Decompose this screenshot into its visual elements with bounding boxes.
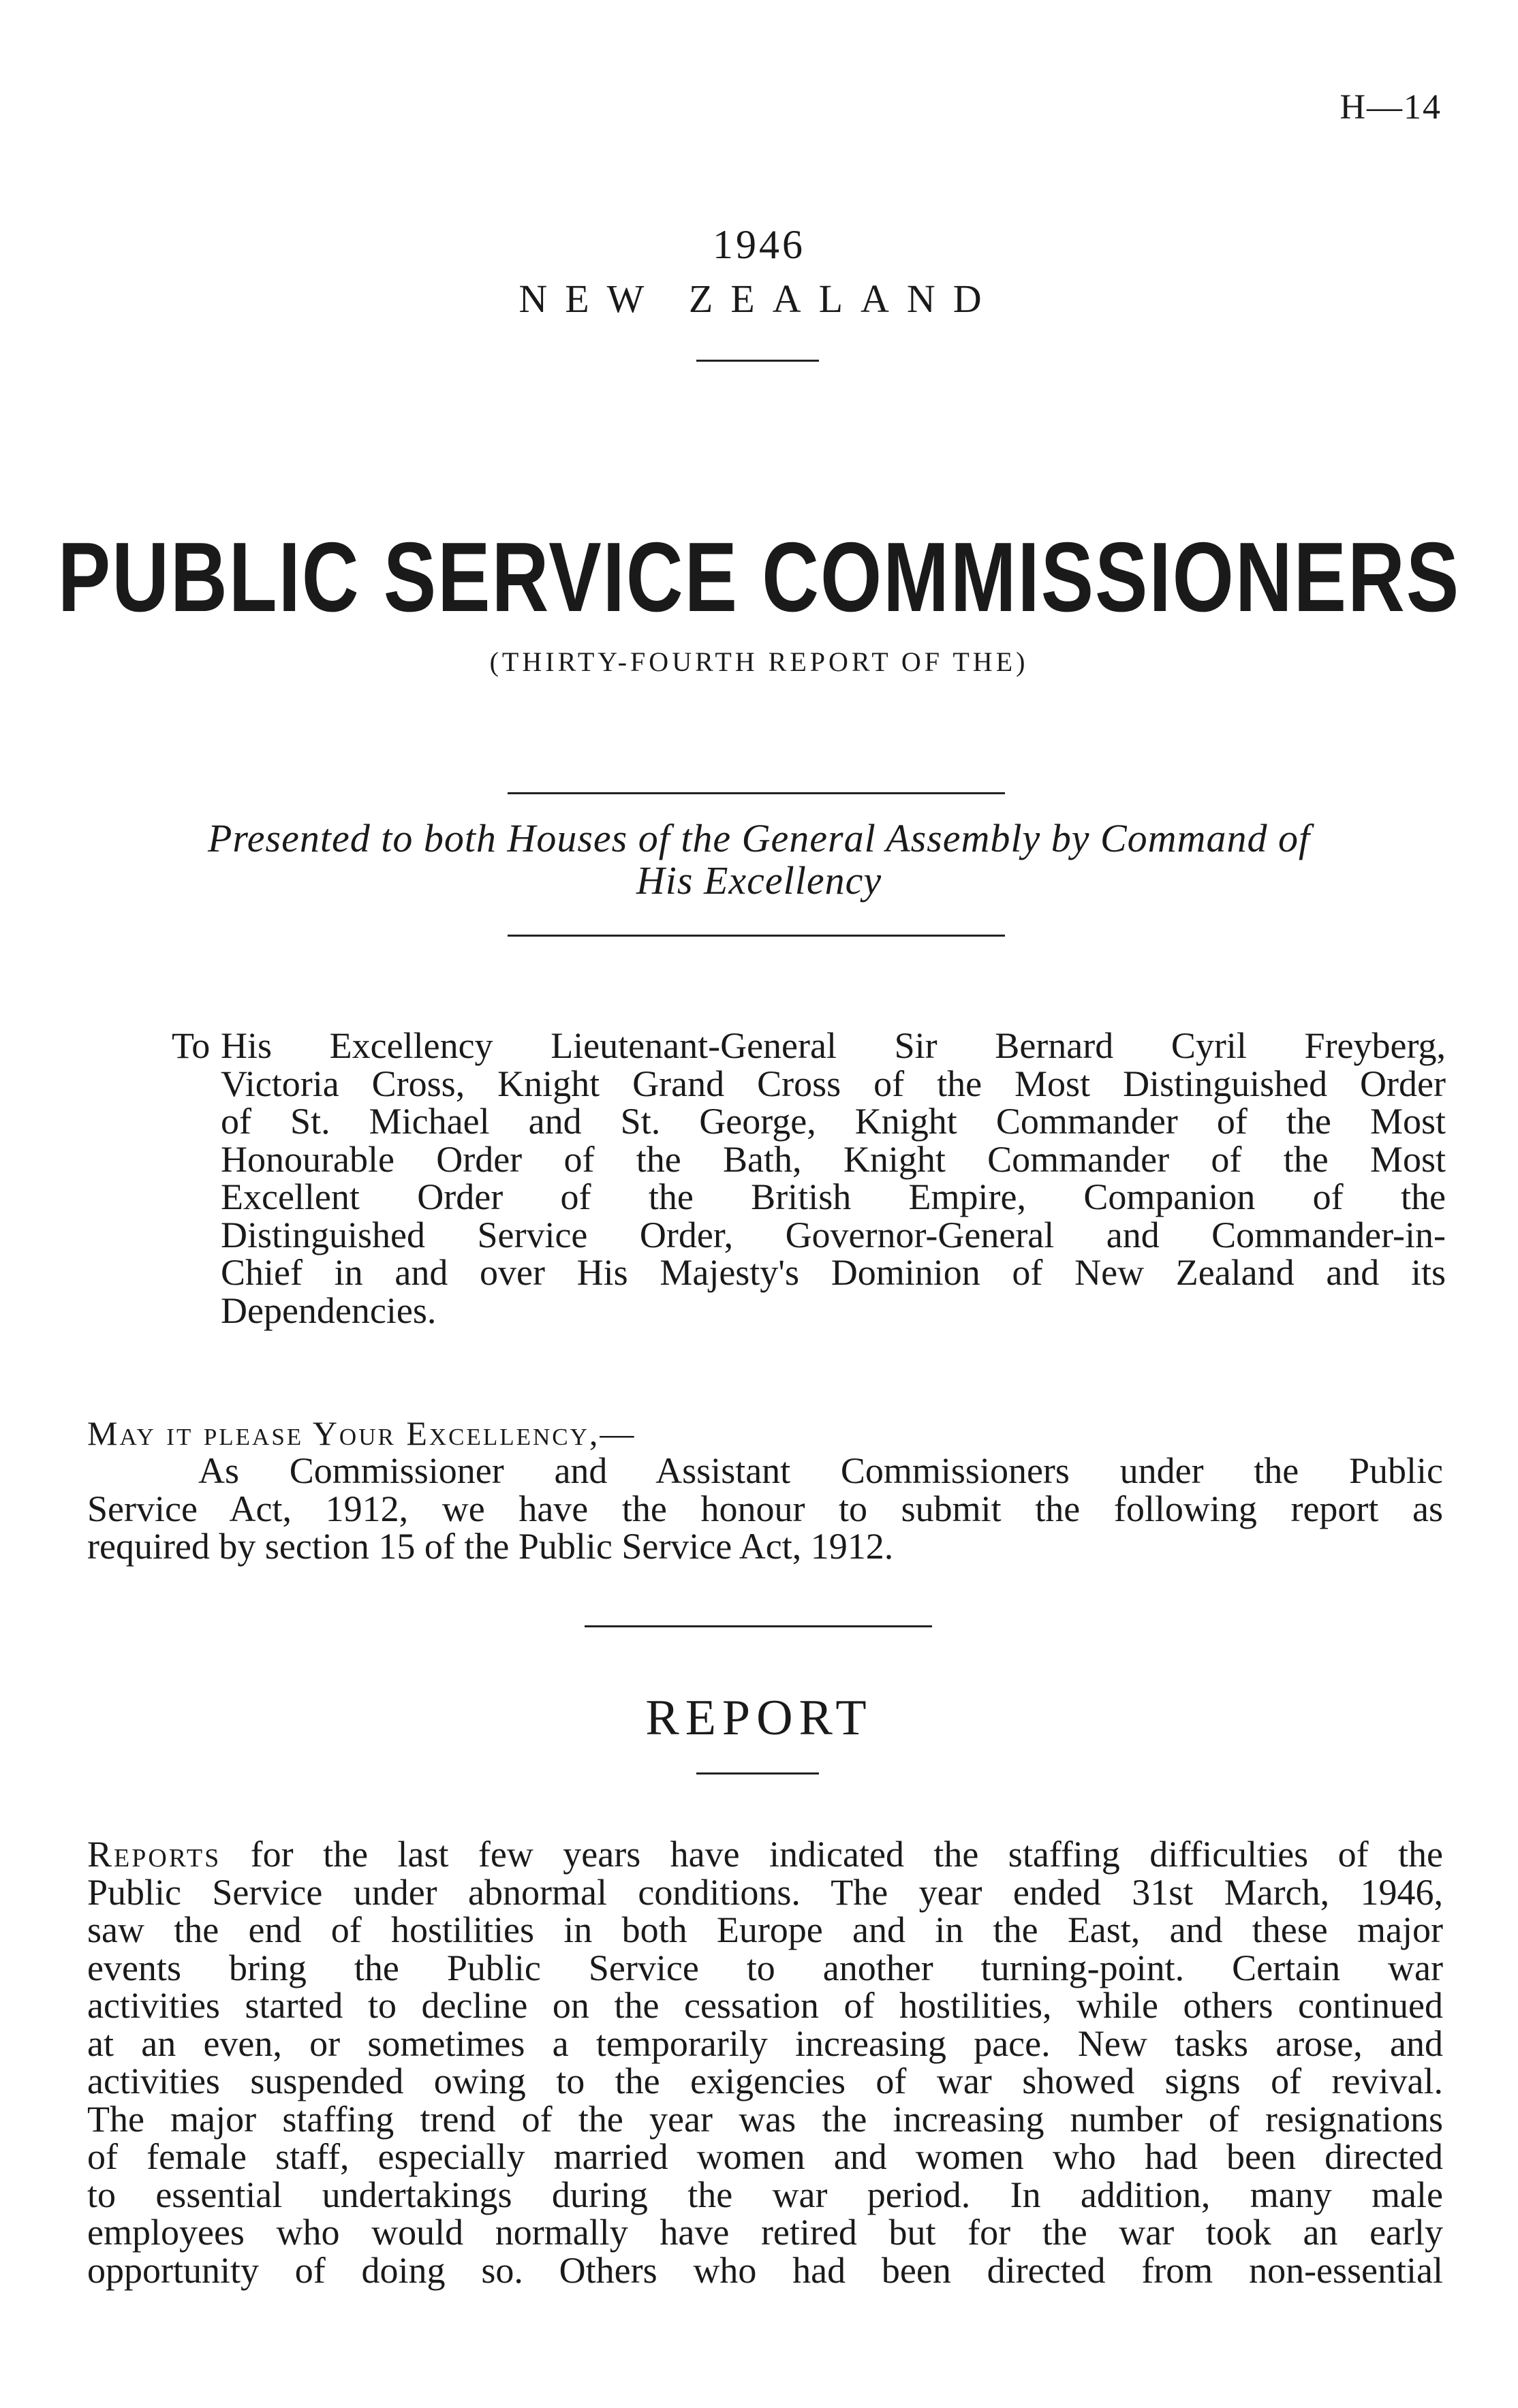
address-line: Excellent Order of the British Empire, Companion of the (221, 1176, 1446, 1217)
address-to: To (172, 1025, 211, 1066)
address-block (173, 1027, 1446, 1330)
divider-rule (508, 935, 1005, 937)
publication-year: 1946 (713, 222, 805, 267)
document-title: PUBLIC SERVICE COMMISSIONERS (57, 521, 1461, 633)
document-subtitle: (THIRTY-FOURTH REPORT OF THE) (489, 646, 1029, 677)
intro-line: required by section 15 of the Public Service Act, 1912. (87, 1526, 894, 1567)
report-first-word: Reports (87, 1834, 221, 1875)
report-line: at an even, or sometimes a temporarily increasing pace. New tasks arose, and (87, 2022, 1443, 2064)
country-heading: NEW ZEALAND (518, 277, 1000, 321)
intro-line: As Commissioner and Assistant Commissioners under the Public (198, 1450, 1443, 1491)
address-line: Victoria Cross, Knight Grand Cross of the Most Distinguished Order (221, 1063, 1446, 1104)
intro-paragraph (87, 1452, 1443, 1566)
report-line: Public Service under abnormal conditions. The year ended 31st March, 1946, (87, 1871, 1443, 1913)
report-line: to essential undertakings during the war period. In addition, many male (87, 2174, 1443, 2215)
report-line: events bring the Public Service to another turning-point. Certain war (87, 1947, 1443, 1988)
report-line: activities started to decline on the cessation of hostilities, while others continued (87, 1985, 1443, 2026)
page-reference: H—14 (1339, 88, 1442, 127)
report-line: The major staffing trend of the year was the increasing number of resignations (87, 2098, 1443, 2140)
report-line: employees who would normally have retired but for the war took an early (87, 2212, 1443, 2253)
report-paragraph (87, 1836, 1443, 2289)
report-line: of female staff, especially married women and women who had been directed (87, 2136, 1443, 2177)
presentation-line: Presented to both Houses of the General Assembly by Command of (207, 816, 1311, 860)
divider-rule (585, 1625, 932, 1627)
address-line: Distinguished Service Order, Governor-General and Commander-in- (221, 1214, 1446, 1255)
address-line: Chief in and over His Majesty's Dominion of New Zealand and its (221, 1252, 1446, 1293)
report-line: activities suspended owing to the exigencies of war showed signs of revival. (87, 2061, 1443, 2101)
divider-rule (696, 1772, 819, 1774)
address-line: His Excellency Lieutenant-General Sir Bernard Cyril Freyberg, (221, 1025, 1446, 1066)
divider-rule (508, 792, 1005, 794)
report-line: opportunity of doing so. Others who had been directed from non-essential (87, 2249, 1443, 2291)
report-heading: REPORT (645, 1690, 873, 1746)
report-line (87, 1836, 1443, 1874)
address-line: Dependencies. (221, 1289, 437, 1331)
divider-rule (696, 360, 819, 362)
presentation-note (0, 817, 1518, 902)
report-line: saw the end of hostilities in both Europe and in the East, and these major (87, 1909, 1443, 1950)
report-first-line-text: for the last few years have indicated the staffing difficulties of the (250, 1834, 1444, 1875)
address-line: Honourable Order of the Bath, Knight Commander of the Most (221, 1138, 1446, 1180)
address-line: of St. Michael and St. George, Knight Commander of the Most (221, 1101, 1446, 1142)
presentation-line: His Excellency (636, 858, 882, 903)
intro-line: Service Act, 1912, we have the honour to submit the following report as (87, 1488, 1443, 1529)
salutation: May it please Your Excellency,— (87, 1414, 636, 1452)
